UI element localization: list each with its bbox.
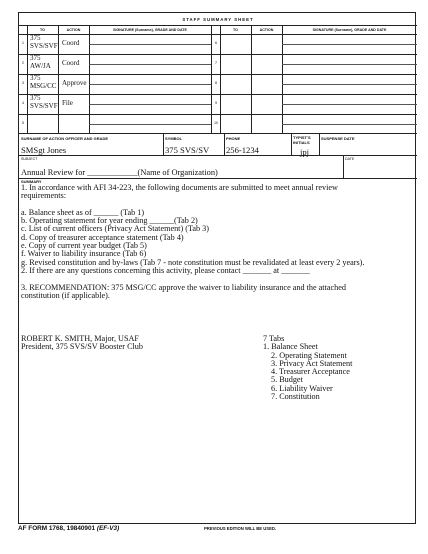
office-symbol: 375 SVS/SV (165, 145, 210, 155)
routing-block (19, 26, 417, 134)
item-g: g. Revised constitution and by-laws (Tab 7 - note constitution must be revalidated at least every 2 years). (21, 257, 365, 267)
row-num: 5 (22, 121, 24, 125)
phone-number: 256-1234 (226, 145, 259, 155)
previous-edition-note: PREVIOUS EDITION WILL BE USED. (204, 526, 277, 531)
item-d: d. Copy of treasurer acceptance statement (Tab 4) (21, 232, 184, 242)
subject-text: Annual Review for ____________(Name of Organization) (21, 168, 218, 177)
surname-label: SURNAME OF ACTION OFFICER AND GRADE (21, 136, 109, 141)
signer-title: President, 375 SVS/SV Booster Club (21, 342, 143, 352)
tab-item: 3. Privacy Act Statement (271, 358, 353, 368)
row-num: 3 (22, 81, 24, 85)
tabs-list (263, 335, 352, 401)
row-to: 375 SVS/SVF (30, 34, 58, 50)
item-e: e. Copy of current year budget (Tab 5) (21, 241, 147, 251)
tab-item: 7. Constitution (271, 392, 320, 402)
to-header-right: TO (233, 28, 238, 32)
item-c: c. List of current officers (Privacy Act Statement) (Tab 3) (21, 224, 209, 234)
form-id: AF FORM 1768, 19840901 (EF-V3) (18, 525, 120, 532)
tab-item: 2. Operating Statement (271, 350, 347, 360)
date-label: DATE (345, 157, 355, 161)
signer-name: ROBERT K. SMITH, Major, USAF (21, 334, 139, 343)
row-num: 7 (215, 61, 217, 65)
tab-item: 4. Treasurer Acceptance (271, 367, 350, 377)
para-3: 3. RECOMMENDATION: 375 MSG/CC approve the waiver to liability insurance and the attached (21, 282, 346, 292)
item-a: a. Balance sheet as of ______ (Tab 1) (21, 207, 145, 217)
row-num: 9 (215, 101, 217, 105)
row-to: 375 SVS/SVF (30, 94, 58, 110)
signature-block (21, 335, 143, 352)
row-to: 375 MSG/CC (30, 74, 57, 90)
subject-label: SUBJECT (21, 157, 38, 161)
tabs-title: 7 Tabs (263, 334, 285, 343)
row-num: 2 (22, 61, 24, 65)
row-num: 10 (214, 121, 218, 125)
to-header-left: TO (40, 28, 45, 32)
para-3-cont: constitution (if applicable). (21, 290, 110, 300)
item-f: f. Waiver to liability insurance (Tab 6) (21, 249, 147, 259)
summary-body (21, 184, 415, 300)
staff-summary-form (18, 12, 416, 524)
action-header-left: ACTION (66, 28, 81, 32)
typist-initials: jpj (300, 147, 310, 157)
tab-item: 6. Liability Waiver (271, 383, 333, 393)
symbol-label: SYMBOL (165, 136, 183, 141)
action-officer-name: SMSgt Jones (21, 145, 67, 155)
row-action: File (62, 99, 73, 107)
row-action: Approve (62, 79, 87, 87)
action-header-right: ACTION (259, 28, 274, 32)
row-num: 4 (22, 101, 24, 105)
row-action: Coord (62, 39, 80, 47)
typist-label: TYPIST'S INITIALS (293, 135, 311, 145)
form-title: STAFF SUMMARY SHEET (19, 13, 417, 26)
para-1: 1. In accordance with AFI 34-223, the following documents are submitted to meet annual review (21, 183, 338, 192)
row-num: 8 (215, 81, 217, 85)
row-action: Coord (62, 59, 80, 67)
item-b: b. Operating statement for year ending ______(Tab 2) (21, 216, 198, 226)
suspense-label: SUSPENSE DATE (321, 136, 355, 141)
para-2: 2. If there are any questions concerning this activity, please contact _______ at _______ (21, 265, 310, 275)
signature-header-left: SIGNATURE (Surname), GRADE AND DATE (113, 28, 187, 32)
row-to: 375 AW/JA (30, 54, 51, 70)
para-1-cont: requirements: (21, 191, 67, 201)
num-header (19, 26, 27, 34)
summary-label: SUMMARY (21, 179, 42, 184)
row-num: 1 (22, 41, 24, 45)
row-num: 6 (215, 41, 217, 45)
tab-item: 5. Budget (271, 375, 303, 385)
tab-item: 1. Balance Sheet (263, 342, 318, 352)
signature-header-right: SIGNATURE (Surname), GRADE AND DATE (312, 28, 387, 32)
phone-label: PHONE (226, 136, 241, 141)
